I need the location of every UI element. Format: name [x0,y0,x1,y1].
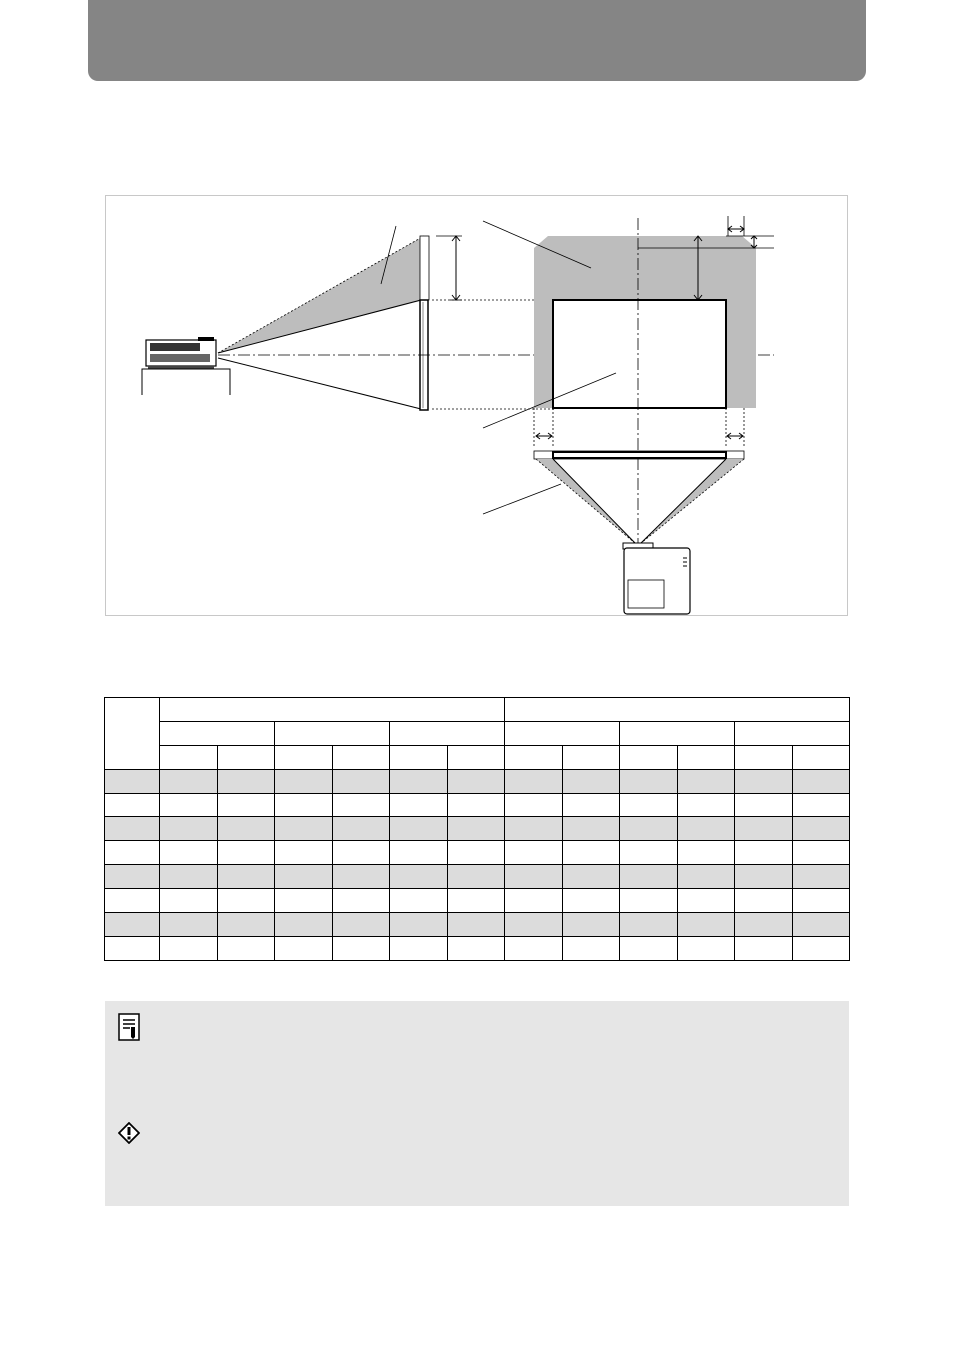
table-row [105,936,850,960]
note-icon [118,1013,140,1046]
header-bar [88,0,866,81]
table-col-header [620,745,678,769]
table-col-header [275,745,333,769]
table-col-header [677,745,735,769]
note-panel [105,1001,849,1206]
table-col-header [390,745,448,769]
table-row [105,913,850,937]
table-col-header [735,745,793,769]
table-row [105,841,850,865]
shift-screen-outline [420,236,429,300]
table-col-header [562,745,620,769]
table-group-header [160,698,505,722]
projection-diagram-svg [106,196,849,617]
table-corner-cell [105,698,160,770]
table-row [105,793,850,817]
projector-side-view-icon [146,337,216,369]
screen-front [553,300,726,408]
table-subgroup-header [390,721,505,745]
table-subgroup-header [735,721,850,745]
table-row [105,889,850,913]
table-row [105,865,850,889]
projector-top-view-icon [623,543,690,614]
table-subgroup-header [160,721,275,745]
caution-icon [118,1122,140,1149]
table-subgroup-header [505,721,620,745]
table-col-header [332,745,390,769]
projection-distance-table [104,697,850,961]
table-col-header [217,745,275,769]
table-subgroup-header [620,721,735,745]
table-header-row-1 [105,698,850,722]
table-group-header [505,698,850,722]
projection-diagram [105,195,848,616]
front-view [483,216,774,614]
table-header-row-3 [105,745,850,769]
table-subgroup-header [275,721,390,745]
table-row [105,769,850,793]
table-col-header [160,745,218,769]
table-col-header [447,745,505,769]
table-row [105,817,850,841]
table-header-row-2 [105,721,850,745]
screen-top-view [553,452,726,458]
table-col-header [505,745,563,769]
table-col-header [792,745,850,769]
